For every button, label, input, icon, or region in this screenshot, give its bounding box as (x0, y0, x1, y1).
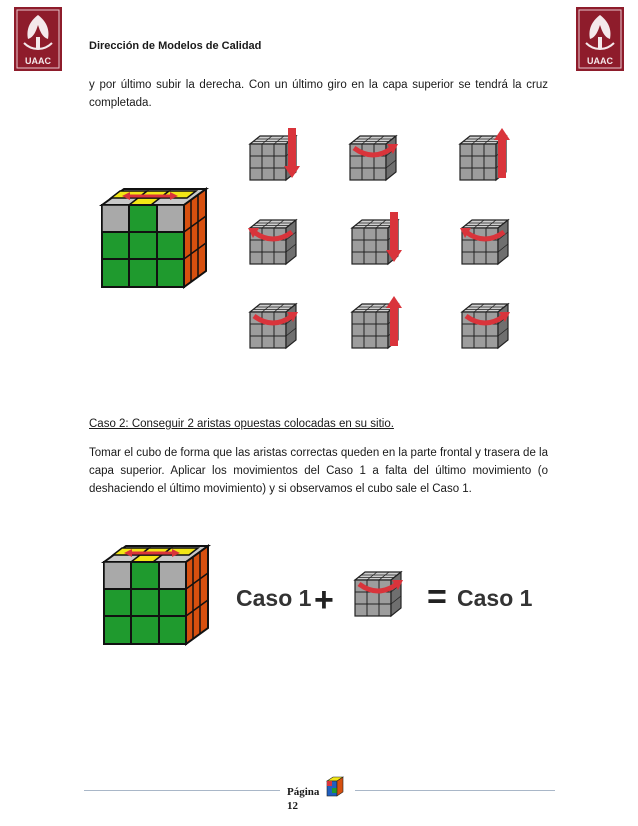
move-9-top-turn (462, 304, 510, 348)
page-number: 12 (287, 800, 298, 812)
move-6-top-turn (460, 220, 508, 264)
footer-divider-left (84, 790, 280, 791)
paragraph-case-2: Tomar el cubo de forma que las aristas correctas queden en la parte frontal y trasera de la capa superior. Aplicar los movimientos del Caso 1 a falta del último movimiento (o deshaciendo el último movimiento) y si observamos el cubo sale el Caso 1. (89, 447, 548, 495)
equals-sign: = (427, 578, 447, 616)
top-layer-turn-cube (345, 556, 425, 636)
rubik-cube-icon (325, 776, 345, 798)
move-4-top-turn (248, 220, 296, 264)
plus-sign: + (314, 581, 334, 619)
case-2-heading: Caso 2: Conseguir 2 aristas opuestas colocadas en su sitio. (89, 418, 394, 430)
move-7-top-turn (250, 304, 298, 348)
move-8-right-up (352, 296, 402, 348)
move-1-up-right (250, 128, 300, 180)
page-word: Página (287, 786, 320, 798)
move-3-right-up (460, 128, 510, 180)
moves-sequence-grid (240, 120, 530, 380)
university-logo-left (14, 7, 62, 71)
footer-divider-right (355, 790, 555, 791)
university-logo-right (576, 7, 624, 71)
header-title: Dirección de Modelos de Calidad (89, 40, 262, 52)
equation-right-label: Caso 1 (457, 585, 533, 611)
move-2-top-turn (350, 136, 398, 180)
rubik-cube-cross-figure (98, 185, 216, 297)
page-number-label (287, 785, 319, 813)
rubik-cube-opposite-edges-figure (100, 540, 218, 660)
move-5-right-down (352, 212, 402, 264)
equation-left-label: Caso 1 (236, 585, 312, 611)
paragraph-intro: y por último subir la derecha. Con un último giro en la capa superior se tendrá la cruz completada. (89, 79, 548, 109)
